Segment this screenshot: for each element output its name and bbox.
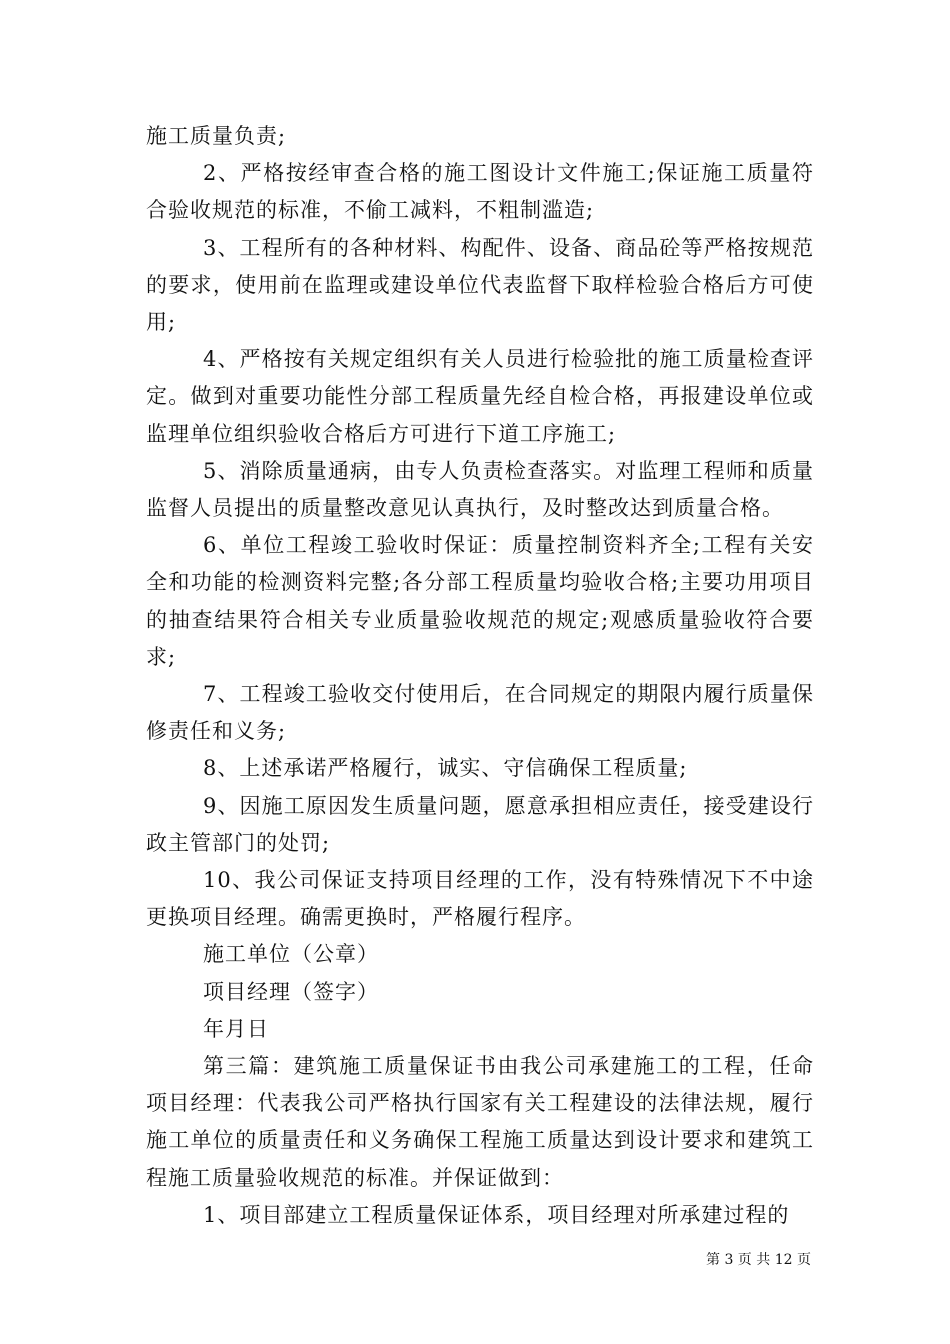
paragraph-item-8: 8、上述承诺严格履行，诚实、守信确保工程质量; <box>203 756 688 781</box>
paragraph-item-9: 9、因施工原因发生质量问题，愿意承担相应责任，接受建设行政主管部门的处罚; <box>146 793 814 855</box>
paragraph-item-7: 7、工程竣工验收交付使用后，在合同规定的期限内履行质量保修责任和义务; <box>146 682 814 744</box>
signature-company-seal: 施工单位（公章） <box>203 942 379 967</box>
page-number: 第 3 页 共 12 页 <box>706 1252 811 1268</box>
paragraph-continuation: 施工质量负责; <box>146 124 287 148</box>
document-body <box>146 118 814 1234</box>
signature-project-manager: 项目经理（签字） <box>203 979 379 1004</box>
signature-date: 年月日 <box>203 1016 269 1041</box>
paragraph-item-5: 5、消除质量通病，由专人负责检查落实。对监理工程师和质量监督人员提出的质量整改意见认真执行，及时整改达到质量合格。 <box>146 458 814 521</box>
section-three-item-1: 1、项目部建立工程质量保证体系，项目经理对所承建过程的 <box>203 1202 790 1227</box>
paragraph-item-2: 2、严格按经审查合格的施工图设计文件施工;保证施工质量符合验收规范的标准，不偷工减料，不粗制滥造; <box>146 161 814 223</box>
paragraph-item-4: 4、严格按有关规定组织有关人员进行检验批的施工质量检查评定。做到对重要功能性分部工程质量先经自检合格，再报建设单位或监理单位组织验收合格后方可进行下道工序施工; <box>146 347 814 446</box>
paragraph-item-3: 3、工程所有的各种材料、构配件、设备、商品砼等严格按规范的要求，使用前在监理或建设单位代表监督下取样检验合格后方可使用; <box>146 235 814 335</box>
section-three-intro: 第三篇：建筑施工质量保证书由我公司承建施工的工程，任命项目经理：代表我公司严格执行国家有关工程建设的法律法规，履行施工单位的质量责任和义务确保工程施工质量达到设计要求和建筑工程施工质量验收规范的标准。并保证做到： <box>146 1054 814 1190</box>
paragraph-item-6: 6、单位工程竣工验收时保证：质量控制资料齐全;工程有关安全和功能的检测资料完整;各分部工程质量均验收合格;主要功用项目的抽查结果符合相关专业质量验收规范的规定;观感质量验收符合要求; <box>146 533 814 669</box>
paragraph-item-10: 10、我公司保证支持项目经理的工作，没有特殊情况下不中途更换项目经理。确需更换时，严格履行程序。 <box>146 868 814 930</box>
